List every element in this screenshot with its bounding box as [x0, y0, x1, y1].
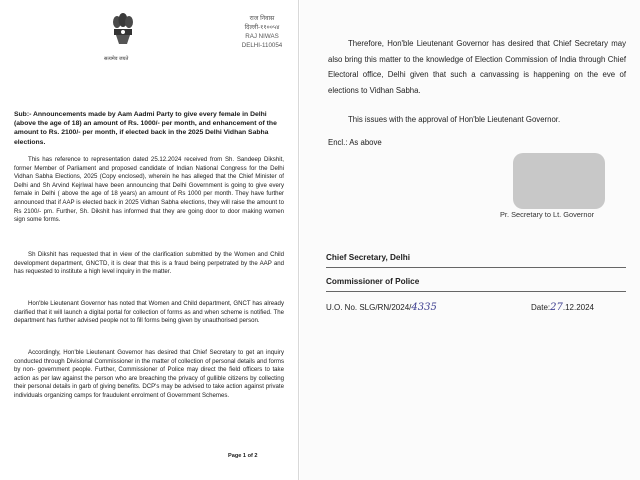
- address-line-2: DELHI-110054: [241, 42, 283, 49]
- body-paragraph: Therefore, Hon'ble Lieutenant Governor has desired that Chief Secretary may also bring this matter to the knowledge of Election Commission of India through Chief Electoral office, Delhi given that such a canvassing is happening on the eve of elections to Vidhan Sabha.: [328, 39, 626, 95]
- enclosure-note: Encl.: As above: [328, 138, 382, 147]
- divider: [326, 267, 626, 268]
- addressee-commissioner: Commissioner of Police: [326, 277, 420, 286]
- address-hindi: राज निवास: [249, 15, 275, 22]
- uo-prefix: U.O. No. SLG/RN/2024/: [326, 303, 412, 312]
- divider: [326, 291, 626, 292]
- page-number: Page 1 of 2: [228, 453, 258, 459]
- date-suffix: .12.2024: [562, 303, 594, 312]
- address-hindi-city: दिल्ली-११००५४: [244, 24, 280, 31]
- body-paragraph: This has reference to representation dated 25.12.2024 received from Sh. Sandeep Dikshit, former Member of Parliament and proposed candidate of Indian National Congress for the Delhi Vidhan Sabha Elections, 2025 (Copy enclosed), wherein he has alleged that the Chief Minister of Delhi and Sh Arvind Kejriwal have been announcing that Delhi Government is going to give every female in Delhi ( above the age of 18 years) an amount of Rs 1000 per month. They have further announced that if AAP is elected back in 2025 Vidhan Sabha elections, they will raise the amount to Rs 2100/- pm. Further, Sh. Dikshit has informed that they are going door to door making women sign some forms.: [14, 156, 284, 224]
- letter-page-2: [300, 0, 640, 480]
- addressee-chief-secretary: Chief Secretary, Delhi: [326, 253, 411, 262]
- signatory-title: Pr. Secretary to Lt. Governor: [500, 210, 595, 219]
- body-paragraph: Accordingly, Hon'ble Lieutenant Governor has desired that Chief Secretary to get an inquiry conducted through Divisional Commissioner in the matter of collection of personal details and forms by non- government people. Further, Commissioner of Police may direct the field officers to take action as per law against the person who are breaching the privacy of gullible citizens by collecting their personal details in garb of giving benefits. DCP's may be advised to take action against private individuals organizing camps for fraudulent enrolment of Government Schemes.: [14, 349, 284, 399]
- uo-handwritten-number: 4335: [411, 302, 437, 313]
- redacted-signature: [513, 153, 605, 209]
- letter-date: [531, 302, 594, 313]
- letterhead-address: [232, 14, 292, 50]
- letter-page-1: [0, 0, 299, 480]
- address-line-1: RAJ NIWAS: [245, 33, 279, 40]
- body-paragraph: Hon'ble Lieutenant Governor has noted that Women and Child department, GNCT has already clarified that it will launch a digital portal for collection of forms as and when scheme is notified. The department has further advised people not to fill forms being given by unauthorised person.: [14, 300, 284, 325]
- uo-number: [326, 302, 437, 313]
- emblem-motto: सत्यमेव जयते: [104, 56, 129, 62]
- national-emblem-icon: [112, 12, 134, 52]
- body-paragraph: This issues with the approval of Hon'ble Lieutenant Governor.: [348, 115, 561, 124]
- letter-subject: Sub:- Announcements made by Aam Aadmi Party to give every female in Delhi (above the age of 18) an amount of Rs. 1000/- per month, and enhancement of the amount to Rs. 2100/- per month, if elected back in the 2025 Delhi Vidhan Sabha elections.: [14, 111, 277, 146]
- date-handwritten-day: 27: [550, 302, 563, 313]
- body-paragraph: Sh Dikshit has requested that in view of the clarification submitted by the Women and Child development department, GNCTD, it is clear that this is a fraud being perpetrated by the AAP and has requested to institute a high level inquiry in the matter.: [14, 251, 284, 276]
- date-prefix: Date:: [531, 303, 551, 312]
